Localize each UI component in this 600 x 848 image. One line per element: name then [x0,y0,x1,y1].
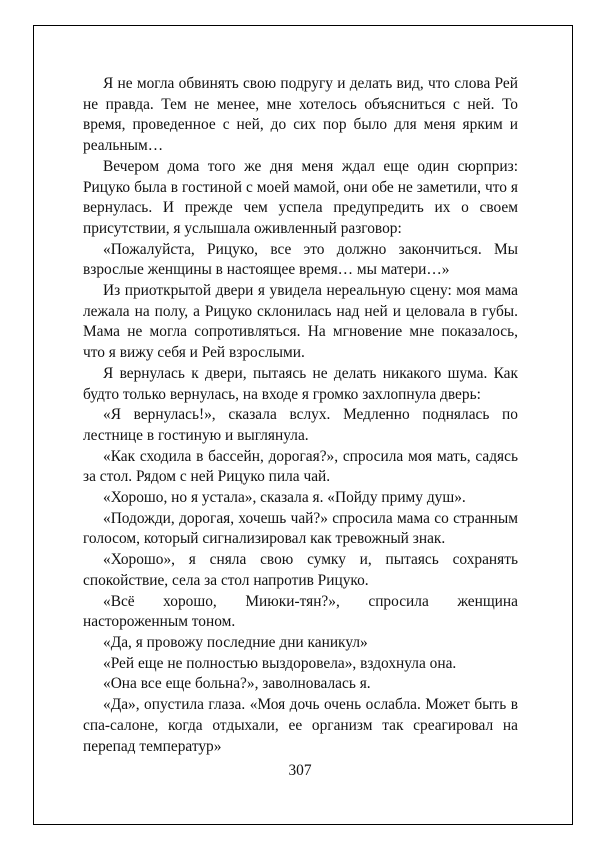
page-text [83,74,518,757]
paragraph: «Хорошо», я сняла свою сумку и, пытаясь сохранять спокойствие, села за стол напротив Рицуко. [83,551,518,589]
page-number: 307 [288,762,312,779]
paragraph: «Я вернулась!», сказала вслух. Медленно поднялась по лестнице в гостиную и выглянула. [83,406,518,444]
paragraph: «Да, я провожу последние дни каникул» [103,633,368,651]
paragraph: Из приоткрытой двери я увидела нереальную сцену: моя мама лежала на полу, а Рицуко склонилась над ней и целовала в губы. Мама не могла сопротивляться. На мгновение мне показалось, что я вижу себя и Рей взрослыми. [83,282,518,362]
paragraph: Вечером дома того же дня меня ждал еще один сюрприз: Рицуко была в гостиной с моей мамой, они обе не заметили, что я вернулась. И прежде чем успела предупредить их о своем присутствии, я услышала оживленный разговор: [83,157,518,237]
paragraph: «Пожалуйста, Рицуко, все это должно закончиться. Мы взрослые женщины в настоящее время… мы матери…» [83,240,518,279]
paragraph: «Рей еще не полностью выздоровела», вздохнула она. [103,654,457,672]
paragraph: «Как сходила в бассейн, дорогая?», спросила моя мать, садясь за стол. Рядом с ней Рицуко пила чай. [83,447,518,486]
paragraph: «Да», опустила глаза. «Моя дочь очень ослабла. Может быть в спа-салоне, когда отдыхали, ее организм так среагировал на перепад температур» [83,696,518,755]
paragraph: Я вернулась к двери, пытаясь не делать никакого шума. Как будто только вернулась, на входе я громко захлопнула дверь: [83,364,518,403]
paragraph: Я не могла обвинять свою подругу и делать вид, что слова Рей не правда. Тем не менее, мне хотелось объясниться с ней. То время, проведенное с ней, до сих пор было для меня ярким и реальным… [83,75,518,155]
paragraph: «Подожди, дорогая, хочешь чай?» спросила мама со странным голосом, который сигнализировал как тревожный знак. [83,509,518,548]
paragraph: «Она все еще больна?», заволновалась я. [103,675,371,693]
paragraph: «Всё хорошо, Миюки-тян?», спросила женщина настороженным тоном. [83,592,518,631]
paragraph: «Хорошо, но я устала», сказала я. «Пойду приму душ». [103,489,466,507]
